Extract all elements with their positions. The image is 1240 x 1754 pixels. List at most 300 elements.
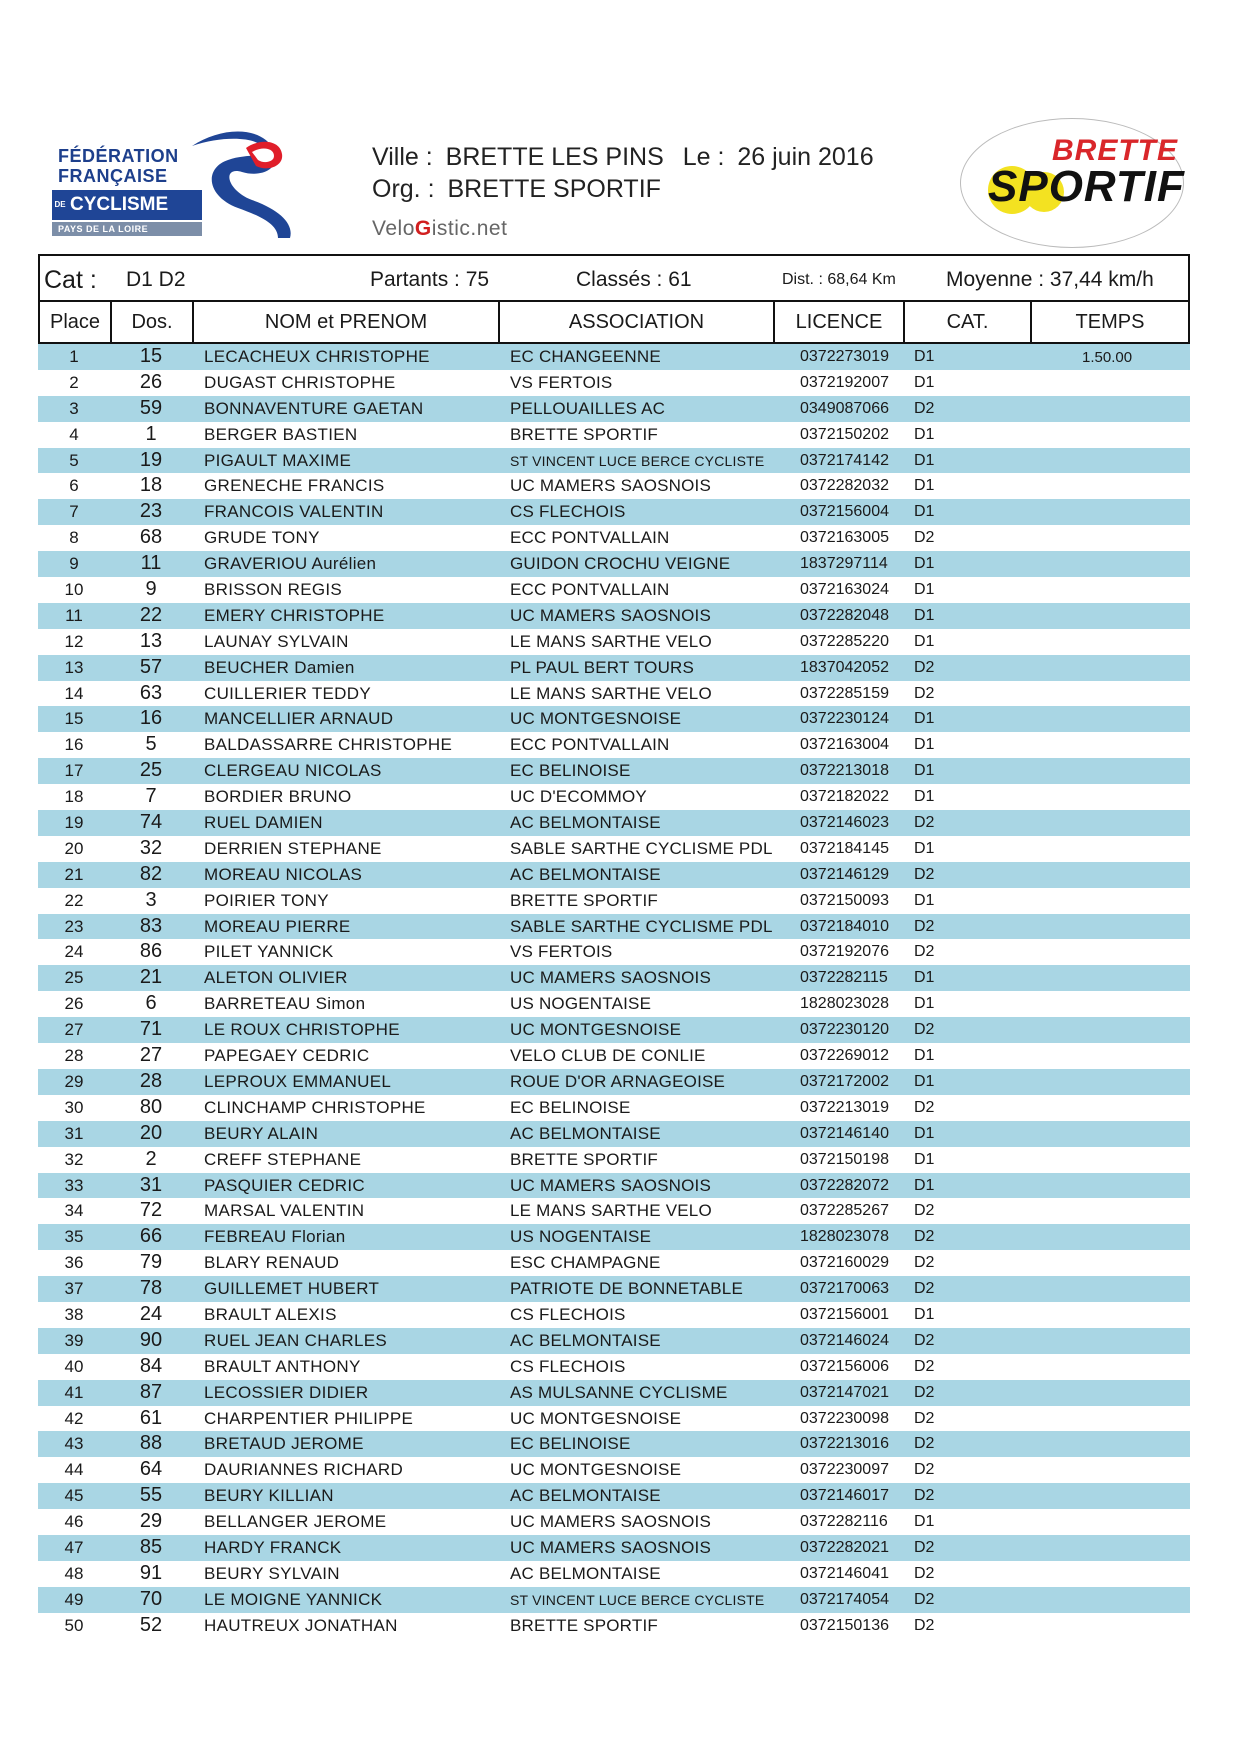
table-row [38,551,1190,577]
ville-value: BRETTE LES PINS [445,143,664,171]
table-row [38,1561,1190,1587]
cell-place: 36 [64,1253,84,1273]
cell-dossard: 70 [139,1587,163,1610]
cell-rider-name: CLERGEAU NICOLAS [204,761,382,781]
cell-dossard: 31 [139,1173,163,1196]
cell-licence: 0372285159 [800,684,889,702]
cell-association: LE MANS SARTHE VELO [510,1201,712,1221]
table-row [38,681,1190,707]
col-header-licence: LICENCE [775,302,905,342]
cell-place: 3 [69,398,79,418]
cell-category: D2 [914,1383,935,1401]
table-row [38,758,1190,784]
cell-dossard: 61 [139,1406,163,1429]
cell-dossard: 78 [139,1277,163,1300]
cell-association: AS MULSANNE CYCLISME [510,1382,728,1402]
table-row [38,1406,1190,1432]
cell-licence: 0372184145 [800,839,889,857]
cell-dossard: 16 [139,707,163,730]
cell-rider-name: BRAULT ALEXIS [204,1304,337,1324]
cell-rider-name: DAURIANNES RICHARD [204,1460,404,1480]
cell-dossard: 52 [139,1613,163,1636]
cell-dossard: 26 [139,370,163,393]
ffc-logo-de: DE [54,200,66,210]
cell-association: ESC CHAMPAGNE [510,1253,661,1273]
cell-place: 5 [69,450,79,470]
cell-rider-name: CHARPENTIER PHILIPPE [204,1408,414,1428]
table-row [38,525,1190,551]
cell-category: D2 [914,1409,935,1427]
cell-rider-name: RUEL JEAN CHARLES [204,1330,388,1350]
cell-dossard: 7 [145,785,157,808]
cell-licence: 0372184010 [800,917,889,935]
cell-dossard: 23 [139,500,163,523]
cell-place: 44 [64,1460,84,1480]
cell-dossard: 28 [139,1069,163,1092]
table-row [38,784,1190,810]
table-row [38,862,1190,888]
cell-association: UC MONTGESNOISE [510,1408,682,1428]
cell-category: D2 [914,1564,935,1582]
cell-rider-name: BEUCHER Damien [204,657,355,677]
table-row [38,1457,1190,1483]
cell-rider-name: BELLANGER JEROME [204,1512,387,1532]
cell-category: D1 [914,348,935,365]
cell-rider-name: GRUDE TONY [204,528,320,548]
col-header-name: NOM et PRENOM [194,302,500,342]
table-row [38,603,1190,629]
cell-licence: 0372213019 [800,1098,889,1116]
cell-rider-name: DUGAST CHRISTOPHE [204,372,396,392]
ffc-logo-line2: FRANÇAISE [58,166,168,186]
cell-rider-name: BALDASSARRE CHRISTOPHE [204,735,453,755]
cell-rider-name: ALETON OLIVIER [204,968,348,988]
cell-category: D2 [914,399,935,417]
cell-place: 26 [64,994,84,1014]
table-row [38,1147,1190,1173]
cell-association: AC BELMONTAISE [510,813,661,833]
cell-licence: 0372285220 [800,632,889,650]
cell-association: BRETTE SPORTIF [510,424,658,444]
table-row [38,1587,1190,1613]
cell-rider-name: FRANCOIS VALENTIN [204,502,384,522]
cell-dossard: 21 [139,966,163,989]
table-row [38,499,1190,525]
cell-licence: 0372163024 [800,581,889,599]
cell-licence: 1828023078 [800,1228,889,1246]
cell-place: 28 [64,1046,84,1066]
cell-association: US NOGENTAISE [510,1227,652,1247]
cell-rider-name: BARRETEAU Simon [204,994,366,1014]
col-header-place: Place [40,302,112,342]
cell-rider-name: PAPEGAEY CEDRIC [204,1046,370,1066]
org-value: BRETTE SPORTIF [447,175,661,203]
cell-licence: 0372150093 [800,891,889,909]
cell-dossard: 86 [139,940,163,963]
table-row [38,1431,1190,1457]
date-label: Le : [682,143,725,171]
average-speed: Moyenne : 37,44 km/h [946,268,1154,291]
cell-dossard: 72 [139,1199,163,1222]
cell-place: 41 [64,1382,84,1402]
header-ville-line [372,143,880,172]
cell-licence: 0372150136 [800,1616,889,1634]
cell-place: 13 [64,657,84,677]
cell-rider-name: RUEL DAMIEN [204,813,323,833]
classes-count: Classés : 61 [576,268,692,291]
cell-place: 49 [64,1589,84,1609]
cell-licence: 0372213018 [800,762,889,780]
cat-label: Cat : [44,266,97,294]
race-info-bar [38,254,1190,302]
cell-category: D2 [914,814,935,832]
cell-place: 9 [69,554,79,574]
cell-association: BRETTE SPORTIF [510,1615,658,1635]
cell-rider-name: CUILLERIER TEDDY [204,683,371,703]
table-row [38,1380,1190,1406]
cell-time: 1.50.00 [1082,349,1133,366]
cell-category: D1 [914,632,935,650]
logo-text-top: BRETTE [1052,134,1178,167]
cell-association: ROUE D'OR ARNAGEOISE [510,1071,726,1091]
race-date: 26 juin 2016 [737,143,874,171]
cell-category: D1 [914,477,935,495]
cell-category: D2 [914,865,935,883]
cell-association: ECC PONTVALLAIN [510,528,670,548]
cell-licence: 0372213016 [800,1435,889,1453]
cell-association: BRETTE SPORTIF [510,890,658,910]
cell-category: D1 [914,1513,935,1531]
cell-category: D1 [914,373,935,391]
cell-association: UC MAMERS SAOSNOIS [510,1512,712,1532]
cell-place: 10 [64,580,84,600]
cell-dossard: 68 [139,526,163,549]
cell-rider-name: EMERY CHRISTOPHE [204,605,385,625]
col-header-association: ASSOCIATION [500,302,775,342]
cell-association: UC MONTGESNOISE [510,1020,682,1040]
cell-dossard: 22 [139,603,163,626]
cell-dossard: 20 [139,1121,163,1144]
cell-category: D1 [914,788,935,806]
cell-dossard: 64 [139,1458,163,1481]
cell-category: D1 [914,736,935,754]
race-distance: Dist. : 68,64 Km [782,271,896,288]
cell-licence: 0372147021 [800,1383,889,1401]
cell-dossard: 90 [139,1328,163,1351]
cell-place: 23 [64,916,84,936]
cell-category: D2 [914,1228,935,1246]
cell-category: D1 [914,503,935,521]
cell-category: D1 [914,581,935,599]
table-row [38,1017,1190,1043]
cell-place: 6 [69,476,79,496]
cell-dossard: 3 [145,888,157,911]
logo-text-bottom: SPORTIF [988,162,1185,211]
cell-rider-name: BEURY ALAIN [204,1123,319,1143]
cell-category: D2 [914,1357,935,1375]
cell-dossard: 11 [140,552,162,575]
cell-dossard: 82 [139,862,163,885]
cell-association: PELLOUAILLES AC [510,398,666,418]
cell-association: LE MANS SARTHE VELO [510,631,712,651]
cell-place: 47 [64,1537,84,1557]
cell-place: 45 [64,1486,84,1506]
cell-category: D1 [914,995,935,1013]
cell-category: D1 [914,710,935,728]
cell-rider-name: BRAULT ANTHONY [204,1356,361,1376]
cell-dossard: 24 [139,1302,163,1325]
table-row [38,888,1190,914]
velogistic-link [372,217,507,241]
cell-licence: 0372282072 [800,1176,889,1194]
cell-dossard: 15 [139,345,163,367]
cell-place: 2 [69,372,79,392]
cell-category: D2 [914,1098,935,1116]
cell-dossard: 2 [145,1147,157,1170]
table-row [38,1354,1190,1380]
cell-rider-name: LECACHEUX CHRISTOPHE [204,347,430,366]
cell-category: D1 [914,762,935,780]
col-header-cat: CAT. [905,302,1032,342]
cell-rider-name: CREFF STEPHANE [204,1149,362,1169]
table-row [38,1535,1190,1561]
cell-category: D2 [914,1435,935,1453]
cell-category: D1 [914,606,935,624]
cell-category: D1 [914,1150,935,1168]
cell-category: D2 [914,658,935,676]
cell-licence: 0372150202 [800,425,889,443]
table-row [38,810,1190,836]
org-label: Org. : [372,175,435,203]
cell-rider-name: MOREAU NICOLAS [204,864,363,884]
cell-category: D2 [914,1021,935,1039]
cell-category: D2 [914,1461,935,1479]
cell-association: CS FLECHOIS [510,1304,626,1324]
cell-dossard: 84 [139,1354,163,1377]
ffc-cyclist-emblem-icon [182,128,312,240]
cell-licence: 0372172002 [800,1072,889,1090]
cell-dossard: 57 [139,655,163,678]
cell-category: D2 [914,1616,935,1634]
cell-rider-name: BONNAVENTURE GAETAN [204,398,424,418]
cell-association: CS FLECHOIS [510,502,626,522]
header-org-line [372,175,667,204]
cell-category: D1 [914,1305,935,1323]
cell-association: CS FLECHOIS [510,1356,626,1376]
cell-rider-name: PILET YANNICK [204,942,334,962]
cell-rider-name: LE MOIGNE YANNICK [204,1589,383,1609]
table-row [38,344,1190,370]
cell-place: 4 [69,424,79,444]
cell-association: LE MANS SARTHE VELO [510,683,712,703]
cell-association: ECC PONTVALLAIN [510,580,670,600]
cell-licence: 0372282048 [800,606,889,624]
cell-rider-name: LE ROUX CHRISTOPHE [204,1020,400,1040]
cell-licence: 0372230120 [800,1021,889,1039]
cell-association: UC MONTGESNOISE [510,1460,682,1480]
table-row [38,473,1190,499]
cell-licence: 0372285267 [800,1202,889,1220]
table-row [38,991,1190,1017]
cell-rider-name: GUILLEMET HUBERT [204,1279,380,1299]
cell-licence: 0372230124 [800,710,889,728]
cell-dossard: 6 [145,992,157,1015]
cell-dossard: 5 [145,733,157,756]
cell-place: 48 [64,1563,84,1583]
ffc-logo-line1: FÉDÉRATION [58,146,179,166]
cell-dossard: 87 [139,1380,163,1403]
cell-dossard: 91 [139,1561,163,1584]
cell-licence: 1837042052 [800,658,889,676]
table-row [38,1276,1190,1302]
cell-category: D2 [914,1487,935,1505]
ffc-logo-bar [52,190,202,220]
cell-dossard: 13 [139,629,163,652]
cell-category: D2 [914,917,935,935]
cell-association: EC BELINOISE [510,1097,631,1117]
cell-licence: 0372163005 [800,529,889,547]
cell-licence: 0349087066 [800,399,889,417]
table-row [38,629,1190,655]
cell-place: 38 [64,1304,84,1324]
cell-licence: 0372273019 [800,348,889,365]
cell-association: UC MAMERS SAOSNOIS [510,968,712,988]
cell-category: D1 [914,1176,935,1194]
table-row [38,1250,1190,1276]
cell-place: 15 [64,709,84,729]
cell-association: EC BELINOISE [510,761,631,781]
cell-association: SABLE SARTHE CYCLISME PDL [510,838,773,858]
cell-licence: 0372282115 [800,969,888,987]
cell-place: 14 [64,683,84,703]
table-row [38,1121,1190,1147]
cell-dossard: 19 [139,448,163,471]
cell-licence: 0372156001 [800,1305,889,1323]
table-row [38,1328,1190,1354]
cell-category: D1 [914,839,935,857]
cell-dossard: 79 [139,1251,163,1274]
cell-association: PATRIOTE DE BONNETABLE [510,1279,743,1299]
cell-rider-name: BERGER BASTIEN [204,424,358,444]
table-row [38,422,1190,448]
cell-rider-name: PASQUIER CEDRIC [204,1175,365,1195]
col-header-dos: Dos. [112,302,194,342]
cell-licence: 0372230098 [800,1409,889,1427]
cell-category: D2 [914,1538,935,1556]
cell-category: D1 [914,1072,935,1090]
cell-licence: 0372146041 [800,1564,889,1582]
cell-category: D2 [914,529,935,547]
cell-licence: 0372230097 [800,1461,889,1479]
cell-association: ST VINCENT LUCE BERCE CYCLISTE [510,1591,765,1608]
cell-dossard: 80 [139,1095,163,1118]
cell-category: D1 [914,969,935,987]
cell-licence: 0372156006 [800,1357,889,1375]
cell-place: 31 [64,1123,84,1143]
cell-rider-name: BEURY KILLIAN [204,1486,334,1506]
cell-association: SABLE SARTHE CYCLISME PDL [510,916,773,936]
cell-rider-name: BRISSON REGIS [204,580,343,600]
cell-place: 33 [64,1175,84,1195]
cell-association: AC BELMONTAISE [510,1123,661,1143]
cell-place: 27 [64,1020,84,1040]
cell-place: 19 [64,813,84,833]
table-row [38,914,1190,940]
cell-place: 22 [64,890,84,910]
ville-label: Ville : [372,143,433,171]
cell-dossard: 66 [139,1225,163,1248]
cell-category: D2 [914,1280,935,1298]
cell-place: 21 [64,864,84,884]
cell-licence: 0372150198 [800,1150,889,1168]
cell-category: D2 [914,684,935,702]
table-row [38,1173,1190,1199]
table-row [38,448,1190,474]
cell-place: 20 [64,838,84,858]
cell-licence: 0372174054 [800,1590,889,1608]
cell-association: UC MAMERS SAOSNOIS [510,1537,712,1557]
cell-place: 40 [64,1356,84,1376]
table-row [38,836,1190,862]
cell-licence: 0372282116 [800,1513,888,1531]
cell-licence: 0372269012 [800,1047,889,1065]
cell-licence: 1828023028 [800,995,889,1013]
velogistic-part2: G [414,217,432,240]
cell-dossard: 74 [139,811,163,834]
velogistic-part3: istic.net [431,217,508,240]
table-row [38,370,1190,396]
cell-licence: 0372192007 [800,373,889,391]
cell-place: 39 [64,1330,84,1350]
velogistic-part1: Velo [372,217,415,240]
cell-place: 25 [64,968,84,988]
cell-rider-name: FEBREAU Florian [204,1227,346,1247]
table-row [38,1302,1190,1328]
cell-place: 34 [64,1201,84,1221]
table-row [38,706,1190,732]
cell-dossard: 59 [139,396,163,419]
cell-rider-name: HAUTREUX JONATHAN [204,1615,398,1635]
cell-category: D1 [914,1124,935,1142]
cell-association: AC BELMONTAISE [510,1330,661,1350]
table-row [38,1198,1190,1224]
cell-association: VS FERTOIS [510,942,613,962]
cell-place: 1 [69,347,79,366]
cell-category: D2 [914,1202,935,1220]
cell-rider-name: PIGAULT MAXIME [204,450,352,470]
cell-association: AC BELMONTAISE [510,864,661,884]
table-row [38,396,1190,422]
cell-rider-name: MOREAU PIERRE [204,916,351,936]
cell-licence: 0372156004 [800,503,889,521]
table-row [38,1509,1190,1535]
cell-licence: 0372146017 [800,1487,889,1505]
cell-dossard: 71 [139,1018,163,1041]
cell-category: D1 [914,451,935,469]
col-header-temps: TEMPS [1075,311,1145,333]
table-row [38,1224,1190,1250]
cell-dossard: 83 [139,914,163,937]
cell-association: GUIDON CROCHU VEIGNE [510,554,731,574]
cell-place: 50 [64,1615,84,1635]
cell-place: 37 [64,1279,84,1299]
partants-count: Partants : 75 [370,268,490,291]
cell-dossard: 9 [145,578,157,601]
cell-place: 42 [64,1408,84,1428]
cell-place: 29 [64,1071,84,1091]
cell-licence: 0372170063 [800,1280,889,1298]
cell-dossard: 55 [139,1484,163,1507]
